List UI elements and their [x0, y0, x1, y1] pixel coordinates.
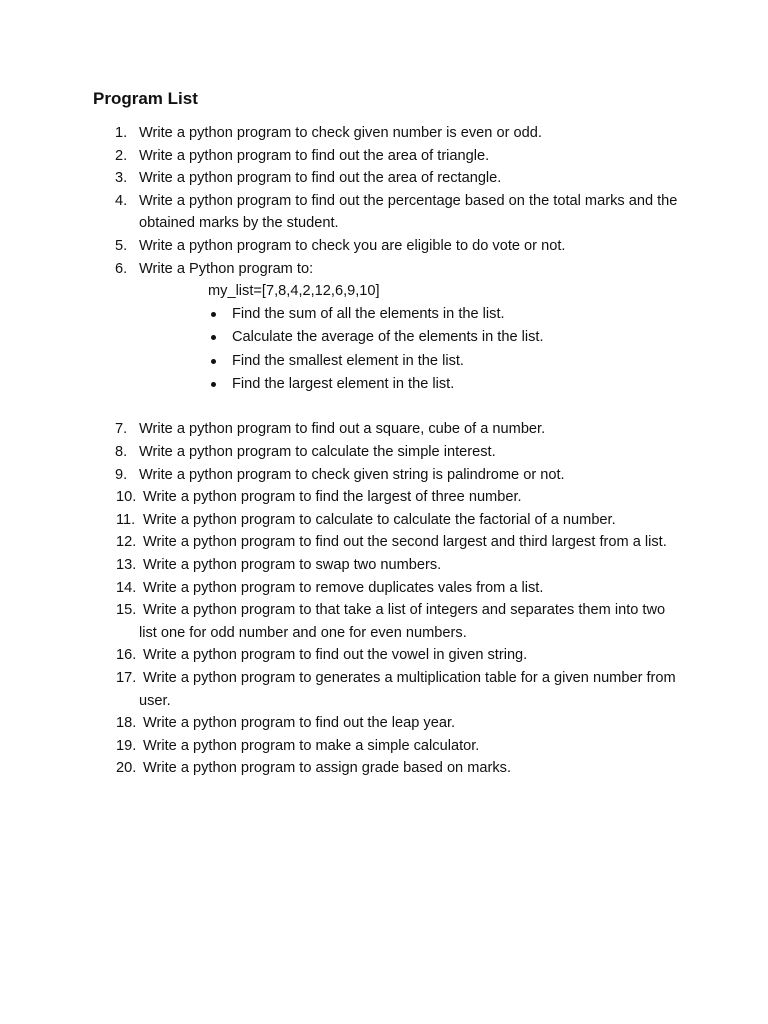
item-number: 1. [115, 125, 128, 141]
item-number: 4. [115, 192, 128, 209]
item-text: Write a python program to check given number is even or odd. [139, 125, 542, 141]
item-number: 5. [115, 237, 128, 254]
item-text: Write a python program to find out a square, cube of a number. [139, 421, 546, 438]
list-item [0, 644, 679, 667]
item-text: Write a python program to find out the second largest and third largest from a list. [143, 534, 667, 551]
list-item [0, 190, 679, 235]
item-number: 10. [116, 489, 137, 506]
list-item [0, 145, 679, 168]
item-number: 8. [115, 443, 128, 460]
item-number: 7. [115, 421, 128, 438]
item-text: Write a python program to assign grade based on marks. [143, 760, 512, 777]
bullet-icon [211, 312, 216, 317]
list-item [0, 531, 679, 554]
item-text: Write a python program to calculate to calculate the factorial of a number. [143, 511, 616, 528]
item-text: Write a python program to find out the percentage based on the total marks and the obtained marks by the student. [139, 192, 678, 232]
list-item [0, 167, 679, 190]
item-number: 11. [116, 511, 136, 528]
list-item [0, 599, 679, 644]
list-item [0, 757, 679, 780]
bullet-item [0, 326, 768, 349]
item-text: Write a python program to find out the area of rectangle. [139, 170, 502, 187]
item-text: Write a python program to remove duplicates vales from a list. [143, 579, 544, 596]
item-number: 18. [116, 715, 137, 732]
list-item [0, 235, 679, 258]
item-text: Write a python program to generates a multiplication table for a given number from user. [139, 669, 676, 709]
item-number: 2. [115, 147, 128, 164]
list-item [0, 258, 679, 281]
bullet-list [0, 303, 768, 397]
program-list [0, 122, 768, 780]
item-text: Write a python program to check you are eligible to do vote or not. [139, 237, 566, 254]
item-number: 6. [115, 260, 128, 277]
item-text: Write a python program to calculate the simple interest. [139, 443, 496, 460]
list-item [0, 735, 679, 758]
item-text: Write a python program to find out the area of triangle. [139, 147, 490, 164]
bullet-icon [211, 359, 216, 364]
bullet-text: Calculate the average of the elements in the list. [232, 329, 544, 346]
bullet-item [0, 303, 768, 326]
item-number: 19. [116, 737, 137, 754]
item-number: 17. [116, 669, 137, 686]
list-item [0, 577, 679, 600]
list-item [0, 509, 679, 532]
item-number: 15. [116, 602, 137, 619]
item-text: Write a python program to find out the vowel in given string. [143, 647, 528, 664]
item-text: Write a python program to find out the leap year. [143, 715, 456, 732]
item-number: 9. [115, 466, 128, 483]
item-number: 16. [116, 647, 137, 664]
list-item [0, 464, 679, 487]
item-number: 12. [116, 534, 137, 551]
bullet-text: Find the largest element in the list. [232, 375, 455, 392]
list-item [0, 122, 679, 145]
list-item [0, 554, 679, 577]
list-item [0, 441, 679, 464]
list-item [0, 667, 679, 712]
item-text: Write a python program to make a simple calculator. [143, 737, 480, 754]
item-number: 13. [116, 556, 137, 573]
code-line: my_list=[7,8,4,2,12,6,9,10] [208, 283, 380, 300]
bullet-icon [211, 382, 216, 387]
list-item [0, 712, 679, 735]
item-text: Write a Python program to: [139, 260, 314, 277]
bullet-text: Find the sum of all the elements in the list. [232, 305, 505, 322]
item-number: 3. [115, 170, 128, 187]
item-text: Write a python program to find the largest of three number. [143, 489, 522, 506]
bullet-text: Find the smallest element in the list. [232, 352, 464, 369]
item-text: Write a python program to check given string is palindrome or not. [139, 466, 565, 483]
item-number: 14. [116, 579, 137, 596]
bullet-item [0, 373, 768, 396]
item-text: Write a python program to swap two numbers. [143, 556, 442, 573]
page-title: Program List [93, 89, 198, 108]
list-item [0, 418, 679, 441]
item-number: 20. [116, 760, 137, 777]
bullet-item [0, 350, 768, 373]
bullet-icon [211, 335, 216, 340]
spacer [0, 396, 768, 418]
list-item [0, 486, 679, 509]
item-text: Write a python program to that take a list of integers and separates them into two list one for odd number and one for even numbers. [139, 602, 666, 641]
